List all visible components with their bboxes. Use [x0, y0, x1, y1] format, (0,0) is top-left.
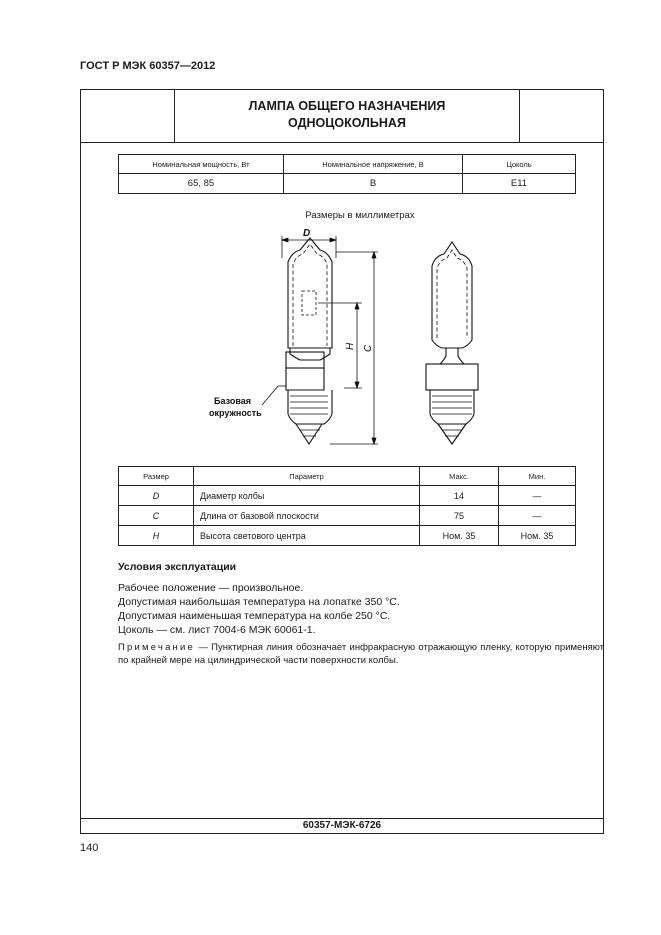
table-row: [119, 526, 576, 546]
label-base-circle-2: окружность: [209, 408, 262, 418]
dims-header-param: Параметр: [194, 467, 420, 486]
ratings-header-power: Номинальная мощность, Вт: [119, 155, 284, 174]
dims-cell-max: 75: [420, 506, 499, 526]
condition-line: Цоколь — см. лист 7004-6 МЭК 60061-1.: [118, 624, 316, 636]
ratings-header-base: Цоколь: [463, 155, 576, 174]
note: [118, 641, 604, 667]
dims-cell-min: —: [499, 506, 576, 526]
dimension-lines: [262, 236, 378, 444]
dims-cell-param: Длина от базовой плоскости: [194, 506, 420, 526]
left-lamp-outline: [286, 238, 332, 444]
ratings-value-base: Е11: [463, 174, 576, 194]
label-c: C: [363, 344, 374, 352]
label-base-circle-1: Базовая: [214, 396, 252, 406]
sheet-title-line1: ЛАМПА ОБЩЕГО НАЗНАЧЕНИЯ: [248, 99, 446, 113]
standard-code: ГОСТ Р МЭК 60357—2012: [80, 60, 216, 72]
footer-divider: [80, 818, 604, 819]
label-h: H: [345, 342, 356, 350]
dims-cell-max: 14: [420, 486, 499, 506]
dimensions-table: [118, 466, 576, 546]
ratings-value-voltage: В: [284, 174, 463, 194]
dims-header-size: Размер: [119, 467, 194, 486]
page-number: 140: [80, 842, 99, 854]
table-row: [119, 486, 576, 506]
dims-cell-min: —: [499, 486, 576, 506]
dims-cell-param: Высота светового центра: [194, 526, 420, 546]
note-label: Примечание: [118, 642, 195, 653]
sheet-number: 60357-МЭК-6726: [302, 820, 382, 831]
dims-cell-param: Диаметр колбы: [194, 486, 420, 506]
dims-cell-sym: D: [119, 486, 194, 506]
right-lamp-outline: [426, 242, 478, 444]
label-d: D: [303, 228, 311, 239]
dims-cell-max: Ном. 35: [420, 526, 499, 546]
dims-cell-min: Ном. 35: [499, 526, 576, 546]
dims-header-min: Мин.: [499, 467, 576, 486]
ratings-header-voltage: Номинальное напряжение, В: [284, 155, 463, 174]
condition-line: Рабочее положение — произвольное.: [118, 582, 304, 594]
dims-header-max: Макс.: [420, 467, 499, 486]
dims-cell-sym: C: [119, 506, 194, 526]
sheet-title-line2: ОДНОЦОКОЛЬНАЯ: [288, 116, 406, 130]
ratings-value-power: 65, 85: [119, 174, 284, 194]
condition-line: Допустимая наименьшая температура на колбе 250 °С.: [118, 610, 391, 622]
condition-line: Допустимая наибольшая температура на лопатке 350 °С.: [118, 596, 400, 608]
note-text: — Пунктирная линия обозначает инфракрасную отражающую пленку, которую применяют по крайней мере на цилиндрической части поверхности колбы.: [118, 642, 604, 666]
figure-caption: Размеры в миллиметрах: [305, 210, 415, 221]
conditions-heading: Условия эксплуатации: [118, 561, 237, 573]
table-row: [119, 506, 576, 526]
dims-cell-sym: H: [119, 526, 194, 546]
